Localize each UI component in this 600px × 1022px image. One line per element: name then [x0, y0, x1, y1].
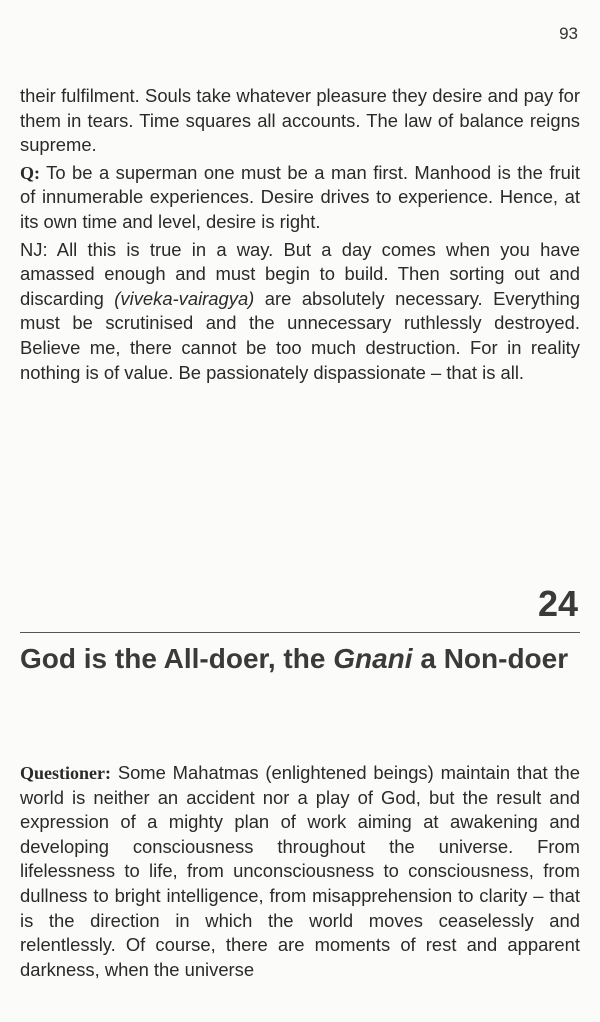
answer-text-b: are absolutely necessary. Everything must be scrutinised and the unnecessary ruthlessly destroyed. Believe me, there cannot be too much destruction. For in reality nothing is of value. Be passionately dispassionate – that is all.: [20, 287, 581, 383]
question-text: To be a superman one must be a man first. Manhood is the fruit of innumerable experiences. Desire drives to experience. Hence, at its own time and level, desire is right.: [20, 161, 580, 232]
questioner-paragraph: [20, 761, 580, 982]
page-number: 93: [559, 24, 578, 43]
chapter-title: [20, 640, 580, 678]
questioner-text: Some Mahatmas (enlightened beings) maintain that the world is neither an accident nor a play of God, but the result and expression of a mighty plan of work aiming at awakening and developing consciousness throughout the universe. From lifelessness to life, from unconsciousness to consciousness, from dullness to bright intelligence, from misapprehension to clarity – that is the direction in which the world moves ceaselessly and relentlessly. Of course, there are moments of rest and apparent darkness, when the universe: [20, 762, 580, 980]
sanskrit-term: (viveka-vairagya): [114, 287, 255, 309]
continuation-text: [20, 84, 580, 388]
chapter-number: 24: [537, 583, 578, 624]
speaker-label-questioner: Questioner:: [20, 763, 111, 783]
chapter-title-a: God is the All-doer, the: [20, 643, 334, 674]
chapter-body: [20, 761, 580, 985]
answer-paragraph: [20, 238, 580, 386]
speaker-label-q: Q:: [20, 162, 40, 183]
chapter-divider: [20, 632, 580, 633]
question-paragraph: [20, 161, 580, 235]
chapter-title-b: a Non-doer: [412, 643, 569, 674]
paragraph-text: their fulfilment. Souls take whatever pleasure they desire and pay for them in tears. Time squares all accounts. The law of balance reigns supreme.: [20, 85, 580, 156]
speaker-label-nj: NJ:: [20, 238, 48, 260]
paragraph: [20, 84, 580, 158]
chapter-title-term: Gnani: [333, 643, 413, 674]
answer-text-a: All this is true in a way. But a day comes when you have amassed enough and must begin to build. Then sorting out and discarding: [20, 238, 580, 309]
